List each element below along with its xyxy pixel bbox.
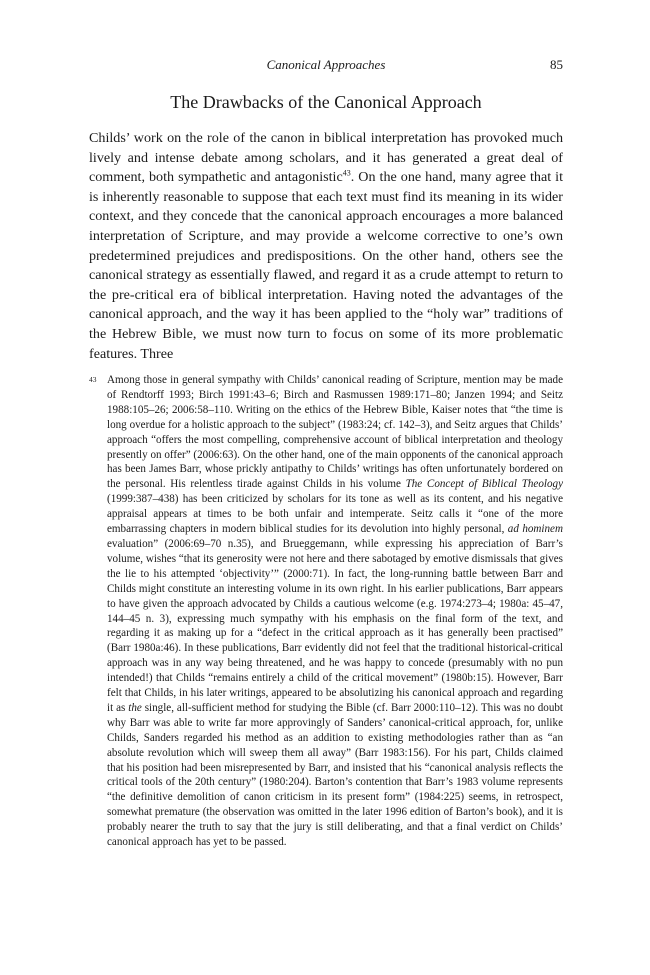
footnote-segment-3: evaluation” (2006:69–70 n.35), and Brueggemann, while expressing his appreciation of Barr’s volume, wishes “that its generosity were not here and there sabotaged by emotive dismissals that gives the lie to his attempted ‘objectivity’” (2000:71). In fact, the long-running battle between Barr and Childs might constitute an interesting volume in its own right. In his earlier publications, Barr appears to have given the approach advocated by Childs a cautious welcome (e.g. 1974:273–4; 1980a: 45–47, 144–45 n. 3), expressing much sympathy with his emphasis on the final form of the text, and regarding it as making up for a “defect in the critical approach as it has generally been practised” (Barr 1980a:46). In these publications, Barr evidently did not feel that the traditional historical-critical approach was in any way being threatened, and he was happy to concede (presumably with no pun intended!) that Childs “remains entirely a child of the critical movement” (1980b:15). However, Barr felt that Childs, in his later writings, appeared to be absolutizing his canonical approach and regarding it as bbox=[107, 537, 563, 714]
body-text-part-1: Childs’ work on the role of the canon in biblical interpretation has provoked much lively and intense debate among scholars, and it has generated a great deal of comment, both sympathetic and antagonistic bbox=[89, 130, 563, 186]
footnote-segment-4: single, all-sufficient method for studying the Bible (cf. Barr 2000:110–12). This was no doubt why Barr was able to write far more approvingly of Sanders’ canonical-critical approach, for, unlike Childs, Sanders regarded his method as an addition to existing methodologies rather than as “an absolute revolution which will sweep them all away” (Barr 1983:156). For his part, Childs claimed that his position had been misrepresented by Barr, and insisted that his “canonical analysis reflects the critical tools of the 20th century” (1980:204). Barton’s contention that Barr’s 1983 volume represents “the definitive demolition of canon criticism in its present form” (1984:225) seems, in retrospect, somewhat premature (the observation was omitted in the later 1996 edition of Barton’s book), and it is probably nearer the truth to say that the jury is still deliberating, and that a final verdict on Childs’ canonical approach has yet to be passed. bbox=[107, 701, 563, 849]
body-paragraph bbox=[89, 129, 563, 364]
the-italic: the bbox=[128, 701, 142, 714]
ad-hominem-italic: ad hominem bbox=[507, 523, 563, 536]
footnote-number: 43 bbox=[89, 375, 97, 384]
footnote bbox=[89, 373, 563, 850]
page-number: 85 bbox=[550, 57, 563, 72]
footnote-reference[interactable]: 43 bbox=[342, 168, 351, 178]
body-text-part-2: . On the one hand, many agree that it is inherently reasonable to suppose that each text must find its meaning in its wider context, and they concede that the canonical approach encourages a more balanced interpretation of Scripture, and may provide a welcome corrective to one’s own predetermined prejudices and predispositions. On the other hand, others see the canonical strategy as essentially flawed, and regard it as a crude attempt to return to the pre-critical era of biblical interpretation. Having noted the advantages of the canonical approach, and the way it has been applied to the “holy war” traditions of the Hebrew Bible, we must now turn to focus on some of its more problematic features. Three bbox=[89, 169, 563, 362]
footnote-segment-2: (1999:387–438) has been criticized by scholars for its tone as well as its content, and his negative appraisal appears at times to be both unfair and intemperate. Seitz calls it “one of the more embarrassing chapters in modern biblical studies for its devolution into highly personal, bbox=[107, 493, 563, 536]
footnote-text bbox=[107, 373, 563, 850]
book-title-italic: The Concept of Biblical Theology bbox=[405, 478, 563, 491]
footnote-segment-1: Among those in general sympathy with Childs’ canonical reading of Scripture, mention may be made of Rendtorff 1993; Birch 1991:43–6; Birch and Rasmussen 1989:171–80; Janzen 1994; and Seitz 1988:105–26; 2006:58–110. Writing on the ethics of the Hebrew Bible, Kaiser notes that “the time is long overdue for a holistic approach to the subject” (1983:24; cf. 142–3), and Seitz argues that Childs’ approach “offers the most compelling, comprehensive account of biblical interpretation and theology presently on offer” (2006:63). On the other hand, one of the main opponents of the canonical approach has been James Barr, whose prickly antipathy to Childs’ writings has often unfortunately bordered on the personal. His relentless tirade against Childs in his volume bbox=[107, 374, 563, 491]
running-head-title: Canonical Approaches bbox=[266, 57, 386, 72]
running-head bbox=[89, 57, 563, 77]
section-heading: The Drawbacks of the Canonical Approach bbox=[170, 92, 482, 112]
